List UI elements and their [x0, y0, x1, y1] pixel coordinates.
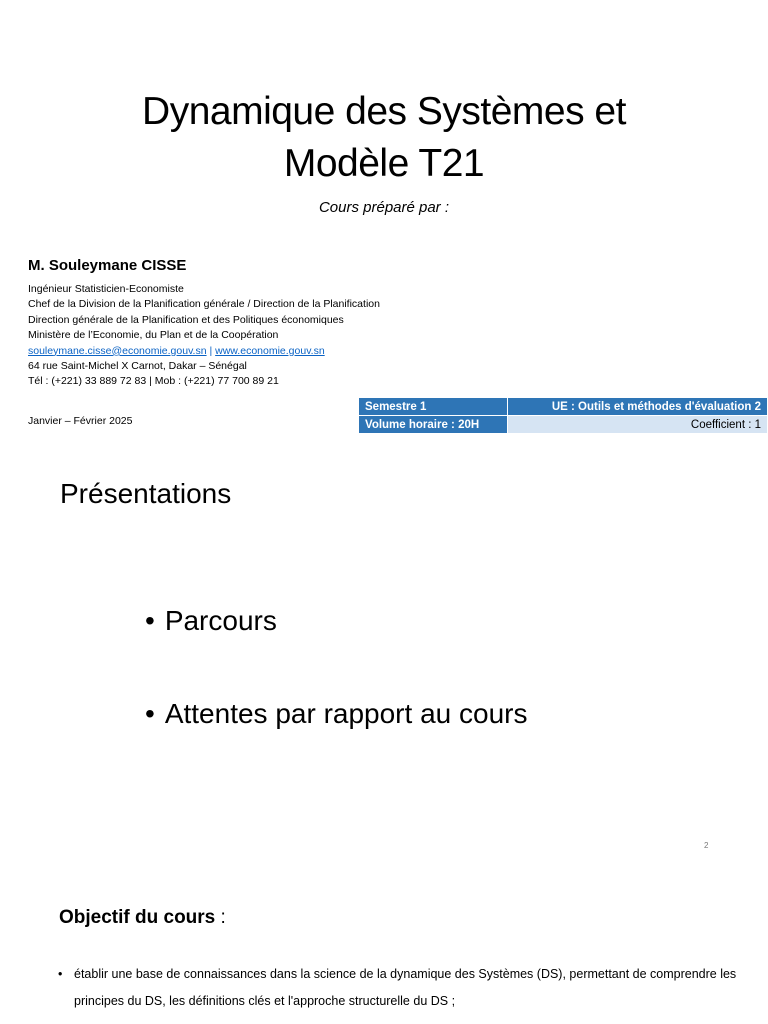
slide-title: Présentations — [60, 478, 232, 509]
bullet-item — [145, 605, 277, 637]
bullet-text: Parcours — [164, 605, 277, 636]
course-date: Janvier – Février 2025 — [28, 415, 133, 427]
bullet-icon: • — [145, 698, 155, 729]
author-direction: Direction générale de la Planification et des Politiques économiques — [28, 313, 344, 326]
list-item-text: établir une base de connaissances dans la science de la dynamique des Systèmes (DS), permettant de comprendre les principes du DS, les définitions clés et l'approche structurelle du DS ; — [74, 967, 737, 1008]
bullet-item — [145, 698, 527, 730]
website-link[interactable]: www.economie.gouv.sn — [215, 344, 325, 357]
section-heading — [59, 907, 226, 929]
coefficient-cell: Coefficient : 1 — [508, 416, 768, 434]
info-row-1 — [359, 398, 768, 416]
author-address: 64 rue Saint-Michel X Carnot, Dakar – Sénégal — [28, 360, 247, 373]
author-details — [28, 282, 380, 390]
author-division: Chef de la Division de la Planification générale / Direction de la Planification — [28, 298, 380, 311]
info-row-2 — [359, 416, 768, 434]
document-title — [0, 86, 768, 190]
title-line-2: Modèle T21 — [283, 142, 485, 185]
objective-list — [58, 961, 738, 1015]
title-line-1: Dynamique des Systèmes et — [142, 90, 626, 133]
volume-cell: Volume horaire : 20H — [359, 416, 508, 434]
list-item — [58, 961, 738, 1015]
bullet-icon: • — [145, 605, 155, 636]
author-phone: Tél : (+221) 33 889 72 83 | Mob : (+221) 77 700 89 21 — [28, 375, 279, 388]
bullet-text: Attentes par rapport au cours — [164, 698, 528, 729]
heading-bold: Objectif du cours — [59, 907, 216, 928]
author-contact-links — [28, 344, 380, 359]
author-ministry: Ministère de l’Economie, du Plan et de la Coopération — [28, 329, 279, 342]
course-info-table — [358, 397, 768, 434]
author-role: Ingénieur Statisticien-Economiste — [28, 283, 184, 295]
bullet-icon: • — [58, 967, 63, 981]
ue-cell: UE : Outils et méthodes d'évaluation 2 — [508, 398, 768, 416]
page-number: 2 — [704, 841, 709, 850]
link-separator: | — [209, 344, 213, 357]
email-link[interactable]: souleymane.cisse@economie.gouv.sn — [28, 344, 207, 357]
semestre-cell: Semestre 1 — [359, 398, 508, 416]
author-name: M. Souleymane CISSE — [28, 257, 187, 274]
subtitle: Cours préparé par : — [318, 199, 450, 216]
heading-suffix: : — [215, 907, 226, 928]
